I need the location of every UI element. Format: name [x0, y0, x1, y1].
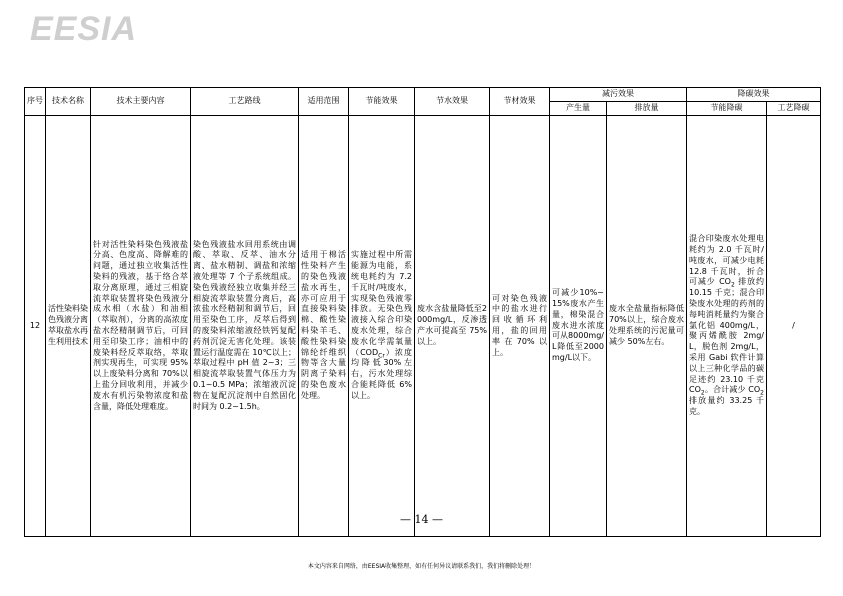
energy-text-b: ）浓度均降低30%左右，污水处理综合能耗降低 6%以上。: [351, 347, 413, 400]
cell-scope: 适用于棉活性染料产生的染色残液盐水再生，亦可应用于直接染料染棉、酸性染料染羊毛、酸性染料染锦纶纤维织物等含大量阴离子染料的染色废水处理。: [299, 116, 349, 537]
header-main-content: 技术主要内容: [91, 88, 191, 116]
carbon-subscript-1: 2: [730, 282, 735, 289]
cell-energy: [349, 116, 415, 537]
cell-pollution-emission: 废水全盐量指标降低 70%以上，综合废水处理系统的污泥量可减少 50%左右。: [607, 116, 687, 537]
header-carbon-process: 工艺降碳: [767, 102, 821, 116]
carbon-subscript-3: 2: [760, 389, 764, 397]
carbon-text-c: 。合计减少 CO: [704, 385, 761, 395]
footnote: 本文内容来自网络，由EESIA收集整理，如有任何异议请联系我们，我们将删除处理！: [307, 563, 536, 570]
technology-table: [24, 87, 821, 537]
carbon-subscript-2: 2: [700, 389, 705, 397]
carbon-text-b: 排放约 10.15 千克；混合印染废水处理的药剂的每吨消耗量约为聚合氯化铝 400mg/L，聚丙烯酰胺 2mg/L，脱色剂 2mg/L，采用 Gabi 软件计算以上三种化学品的碳足迹约 23.10 千克 CO: [689, 277, 764, 395]
cell-pollution-generation: 可减少10%~15%废水产生量，棉染混合废水进水浓度可从8000mg/L降低至2000mg/L以下。: [550, 116, 607, 537]
header-tech-name: 技术名称: [46, 88, 91, 116]
cell-water: 废水含盐量降低至2000mg/L，反渗透产水可提高至 75%以上。: [415, 116, 490, 537]
header-material: 节材效果: [490, 88, 550, 116]
header-pollution-generation: 产生量: [550, 102, 607, 116]
header-scope: 适用范围: [299, 88, 349, 116]
header-pollution-emission: 排放量: [607, 102, 687, 116]
cell-seq: 12: [25, 116, 46, 537]
cell-main-content: 针对活性染料染色残液盐分高、色度高、降解难的问题，通过独立收集活性染料的残液，基于络合萃取分离原理，通过三相旋流萃取装置将染色残液分成水相（水盐）和油相（萃取剂），分离的高浓度盐水经精制调节后，可回用至印染工序；油相中的废染料经反萃取络，萃取剂实现再生，可实现 95%以上废染料分离和 70%以上盐分回收利用，并减少废水有机污染物浓度和盐含量，降低处理难度。: [91, 116, 191, 537]
cell-route: 染色残液盐水回用系统由调酸、萃取、反萃、油水分离、盐水精制、调盐和浓缩液处理等 7 个子系统组成。染色残液经独立收集并经三相旋流萃取装置分离后，高浓盐水经精制和调节后，回用至染色工序，反萃后得到的废染料浓缩液经铁钙复配药剂沉淀无害化处理。该装置运行温度需在 10℃以上；萃取过程中 pH 值 2~3；三相旋流萃取装置气体压力为 0.1~0.5 MPa；浓缩液沉淀物在复配沉淀剂中自然固化时间为 0.2~1.5h。: [191, 116, 299, 537]
header-energy: 节能效果: [349, 88, 415, 116]
table-row: [25, 116, 821, 537]
cell-carbon-energy: [687, 116, 767, 537]
eesia-logo: EESIA: [30, 10, 138, 48]
cell-material: 可对染色残液中的盐水进行回收循环利用，盐的回用率在70%以上。: [490, 116, 550, 537]
header-water: 节水效果: [415, 88, 490, 116]
energy-subscript: Cr: [378, 352, 385, 360]
header-route: 工艺路线: [191, 88, 299, 116]
header-row-1: [25, 88, 821, 102]
carbon-text-a: 混合印染废水处理电耗约为 2.0 千瓦时/吨废水，可减少电耗 12.8 千瓦时，折合可减少 CO: [689, 234, 764, 287]
page-number: — 14 —: [400, 513, 443, 526]
cell-tech-name: 活性染料染色残液分离萃取盐水再生利用技术: [46, 116, 91, 537]
header-pollution-group: 减污效果: [550, 88, 687, 102]
header-carbon-energy: 节能降碳: [687, 102, 767, 116]
carbon-text-d: 排放量约 33.25 千克。: [689, 396, 764, 416]
cell-carbon-process: /: [767, 116, 821, 537]
energy-text-a: 实施过程中所需能源为电能，系统电耗约为 7.2 千瓦时/吨废水，实现染色残液零排放。无染色残液接入综合印染废水处理，综合废水化学需氧量（COD: [351, 250, 412, 357]
header-carbon-group: 降碳效果: [687, 88, 821, 102]
header-seq: 序号: [25, 88, 46, 116]
